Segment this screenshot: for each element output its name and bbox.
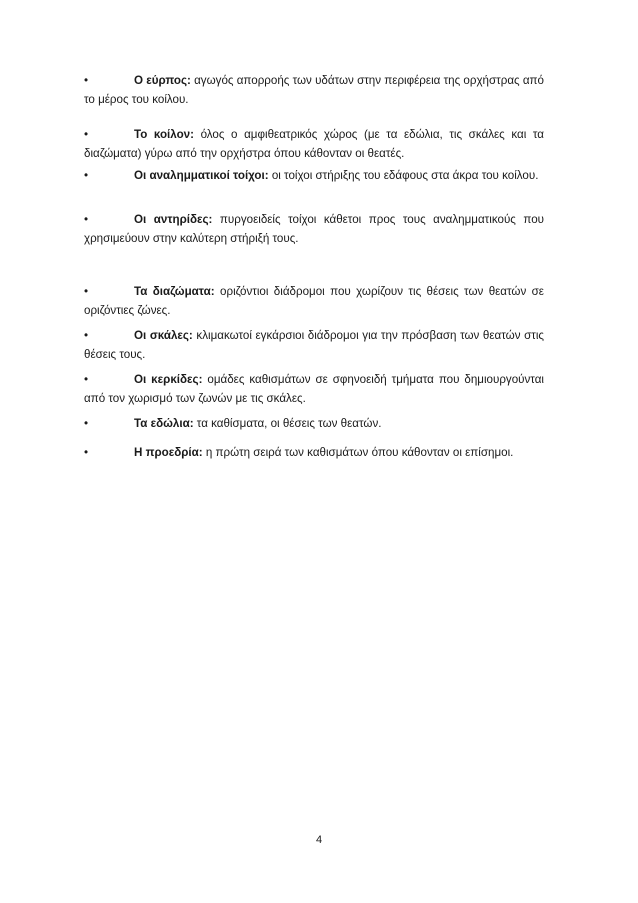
- list-item-antirides: [84, 210, 544, 248]
- bullet: •: [84, 417, 89, 430]
- term: Οι κερκίδες:: [134, 373, 203, 386]
- bullet: •: [84, 213, 89, 226]
- bullet: •: [84, 373, 89, 386]
- list-item-proedria: [84, 443, 544, 462]
- term: Το κοίλον:: [134, 128, 194, 141]
- term: Τα διαζώματα:: [134, 285, 215, 298]
- definition: τα καθίσματα, οι θέσεις των θεατών.: [193, 417, 382, 430]
- list-item-edolia: [84, 414, 544, 433]
- list-item-analimmatikoi: [84, 166, 544, 185]
- term: Οι σκάλες:: [134, 329, 193, 342]
- term: Τα εδώλια:: [134, 417, 194, 430]
- definition: κλιμακωτοί εγκάρσιοι διάδρομοι για την πρόσβαση των θεατών στις θέσεις τους.: [84, 329, 544, 361]
- definition: οι τοίχοι στήριξης του εδάφους στα άκρα του κοίλου.: [268, 169, 539, 182]
- term: Οι αναλημματικοί τοίχοι:: [134, 169, 269, 182]
- bullet: •: [84, 446, 89, 459]
- bullet: •: [84, 285, 89, 298]
- term: Ο εύρπος:: [134, 74, 191, 87]
- term: Οι αντηρίδες:: [134, 213, 213, 226]
- term: Η προεδρία:: [134, 446, 203, 459]
- list-item-kerkides: [84, 370, 544, 408]
- bullet: •: [84, 128, 89, 141]
- list-item-koilon: [84, 125, 544, 163]
- definition: οριζόντιοι διάδρομοι που χωρίζουν τις θέσεις των θεατών σε οριζόντιες ζώνες.: [84, 285, 544, 317]
- bullet: •: [84, 169, 89, 182]
- definition: αγωγός απορροής των υδάτων στην περιφέρεια της ορχήστρας από το μέρος του κοίλου.: [84, 74, 544, 106]
- definition: η πρώτη σειρά των καθισμάτων όπου κάθονταν οι επίσημοι.: [202, 446, 514, 459]
- list-item-diazomata: [84, 282, 544, 320]
- bullet: •: [84, 329, 89, 342]
- definition: όλος ο αμφιθεατρικός χώρος (με τα εδώλια, τις σκάλες και τα διαζώματα) γύρω από την ορχήστρα όπου κάθονταν οι θεατές.: [84, 128, 544, 160]
- page-number: 4: [315, 834, 323, 846]
- list-item-eurypos: [84, 71, 544, 109]
- definition: πυργοειδείς τοίχοι κάθετοι προς τους αναλημματικούς που χρησιμεύουν στην καλύτερη στήριξή τους.: [84, 213, 544, 245]
- definition: ομάδες καθισμάτων σε σφηνοειδή τμήματα που δημιουργούνται από τον χωρισμό των ζωνών με τις σκάλες.: [84, 373, 544, 405]
- bullet: •: [84, 74, 89, 87]
- list-item-skales: [84, 326, 544, 364]
